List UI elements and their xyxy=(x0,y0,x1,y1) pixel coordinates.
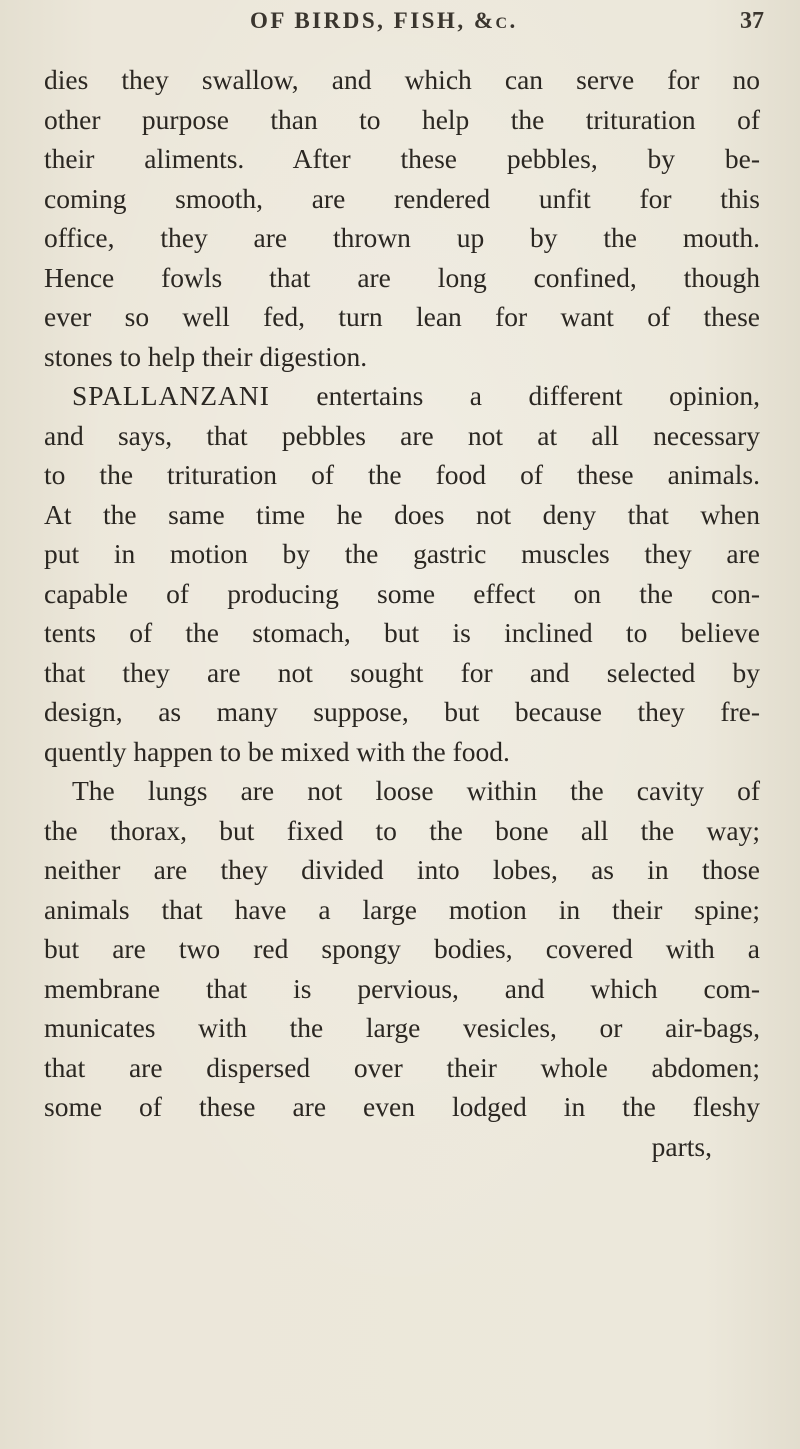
text-line: other purpose than to help the trituration of xyxy=(44,103,760,135)
text-line: that are dispersed over their whole abdomen; xyxy=(44,1051,760,1083)
text-line: dies they swallow, and which can serve for no xyxy=(44,64,760,95)
text-line: coming smooth, are rendered unfit for this xyxy=(44,182,760,214)
text-line: At the same time he does not deny that when xyxy=(44,498,760,530)
text-line: some of these are even lodged in the fleshy xyxy=(44,1091,760,1122)
text-line: neither are they divided into lobes, as in those xyxy=(44,854,760,885)
text-line: to the trituration of the food of these animals. xyxy=(44,459,760,490)
author-name: SPALLANZANI xyxy=(72,380,270,411)
text-line: capable of producing some effect on the con- xyxy=(44,577,760,609)
text-line: Hence fowls that are long confined, though xyxy=(44,261,760,293)
page-number: 37 xyxy=(740,8,764,34)
text-line: their aliments. After these pebbles, by be- xyxy=(44,143,760,174)
text-line: quently happen to be mixed with the food. xyxy=(44,735,510,767)
text-line: office, they are thrown up by the mouth. xyxy=(44,222,760,253)
text-line: and says, that pebbles are not at all necessary xyxy=(44,419,760,451)
paragraph-start-line xyxy=(44,376,760,416)
running-head: OF BIRDS, FISH, &c. xyxy=(250,8,518,33)
text-line: the thorax, but fixed to the bone all the way; xyxy=(44,814,760,846)
text-line: stones to help their digestion. xyxy=(44,340,368,372)
text-line: but are two red spongy bodies, covered with a xyxy=(44,933,760,964)
paragraph-start-line: The lungs are not loose within the cavity of xyxy=(72,775,760,806)
text-line: municates with the large vesicles, or air-bags, xyxy=(44,1012,760,1043)
text-line: animals that have a large motion in their spine; xyxy=(44,893,760,925)
body-text xyxy=(44,60,760,1166)
text-line: membrane that is pervious, and which com- xyxy=(44,972,760,1004)
catchword: parts, xyxy=(651,1130,712,1162)
text-line: design, as many suppose, but because they fre- xyxy=(44,696,760,727)
text-line: tents of the stomach, but is inclined to believe xyxy=(44,617,760,648)
text-line: that they are not sought for and selected by xyxy=(44,656,760,688)
text-fragment: entertains a different opinion, xyxy=(316,380,761,411)
text-line: ever so well fed, turn lean for want of these xyxy=(44,301,760,332)
text-line: put in motion by the gastric muscles they are xyxy=(44,538,760,569)
page-header xyxy=(0,8,800,48)
